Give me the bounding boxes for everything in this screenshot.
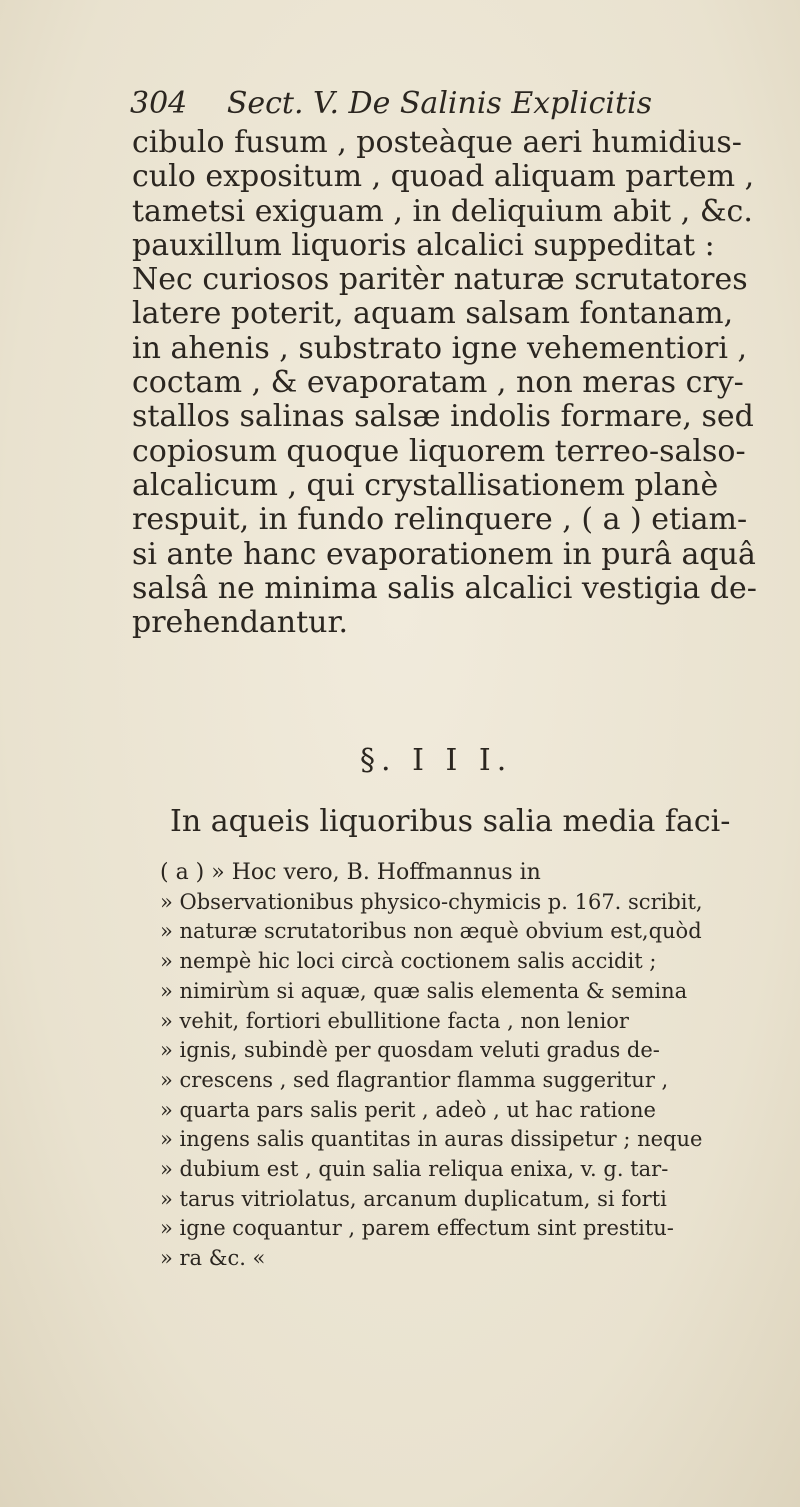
footnote-line: » nempè hic loci circà coctionem salis accidit ; (160, 949, 657, 974)
text-line: salsâ ne minima salis alcalici vestigia de- (132, 570, 757, 606)
footnote-line: » Observationibus physico-chymicis p. 167. scribit, (160, 889, 703, 914)
footnote-line: » vehit, fortiori ebullitione facta , non lenior (160, 1008, 629, 1033)
page-number: 304 (130, 86, 188, 121)
running-title: Sect. V. De Salinis Explicitis (226, 86, 653, 121)
running-header (130, 86, 652, 121)
footnote-line: » quarta pars salis perit , adeò , ut hac ratione (160, 1097, 656, 1122)
footnote-line: » ingens salis quantitas in auras dissipetur ; neque (160, 1127, 703, 1152)
text-line: Nec curiosos paritèr naturæ scrutatores (132, 262, 748, 298)
text-line: in ahenis , substrato igne vehementiori , (132, 330, 748, 366)
text-line: respuit, in fundo relinquere , ( a ) etiam- (132, 502, 748, 538)
text-line: coctam , & evaporatam , non meras cry- (132, 365, 744, 401)
text-line: copiosum quoque liquorem terreo-salso- (132, 433, 746, 469)
footnote-line: ( a ) » Hoc vero, B. Hoffmannus in (160, 860, 541, 885)
section-lead-line: In aqueis liquoribus salia media faci- (170, 804, 731, 839)
footnote-line: » crescens , sed flagrantior flamma suggeritur , (160, 1067, 669, 1092)
text-line: si ante hanc evaporationem in purâ aquâ (132, 536, 756, 572)
text-line: alcalicum , qui crystallisationem planè (132, 467, 719, 503)
footnote-line: » igne coquantur , parem effectum sint prestitu- (160, 1216, 674, 1241)
text-line: prehendantur. (132, 605, 349, 641)
section-heading: §. I I I. (360, 743, 513, 778)
text-line: cibulo fusum , posteàque aeri humidius- (132, 125, 742, 160)
text-line: culo expositum , quoad aliquam partem , (132, 159, 755, 195)
footnote (160, 858, 760, 1274)
text-line: stallos salinas salsæ indolis formare, sed (132, 399, 754, 435)
footnote-line: » nimirùm si aquæ, quæ salis elementa & semina (160, 978, 688, 1003)
footnote-line: » dubium est , quin salia reliqua enixa, v. g. tar- (160, 1157, 669, 1182)
text-line: latere poterit, aquam salsam fontanam, (132, 296, 734, 332)
text-line: pauxillum liquoris alcalici suppeditat : (132, 227, 715, 263)
footnote-line: » ra &c. « (160, 1246, 266, 1271)
footnote-line: » naturæ scrutatoribus non æquè obvium est,quòd (160, 919, 702, 944)
main-text (132, 125, 757, 641)
footnote-line: » ignis, subindè per quosdam veluti gradus de- (160, 1038, 660, 1063)
text-line: tametsi exiguam , in deliquium abit , &c. (132, 193, 753, 229)
footnote-line: » tarus vitriolatus, arcanum duplicatum, si forti (160, 1186, 667, 1211)
